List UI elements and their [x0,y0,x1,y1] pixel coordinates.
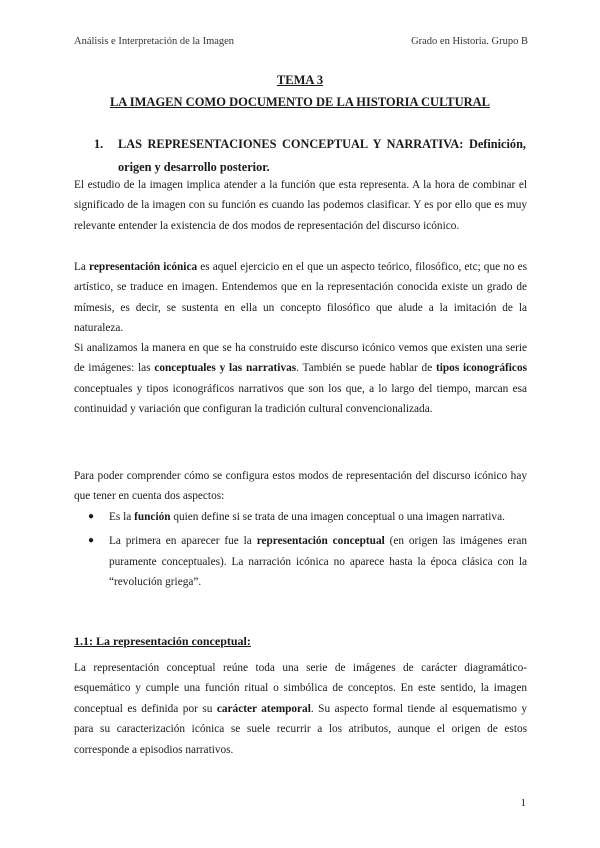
section-number: 1. [94,137,104,151]
page-number: 1 [520,797,526,809]
paragraph-iconic-representation [74,257,527,339]
text-run: (en origen las imágenes eran puramente conceptuales). La narración icónica no aparece hasta la época clásica con la “revolución griega”. [109,535,527,589]
text-run: La primera en aparecer fue la [109,535,257,548]
section-heading [74,133,526,179]
list-item [74,531,527,592]
text-run: . También se puede hablar de [296,362,436,375]
text-run: La representación conceptual reúne toda una serie de imágenes de carácter diagramático-esquemático y cumple una función ritual o simbólica de conceptos. En este sentido, la imagen conceptual es definida por su [74,662,527,715]
topic-number: TEMA 3 [276,73,324,87]
topic-title: LA IMAGEN COMO DOCUMENTO DE LA HISTORIA CULTURAL [109,95,491,109]
paragraph-conceptual-representation [74,658,527,760]
list-item [74,507,527,527]
text-run: . Su aspecto formal tiende al esquematismo y para su caracterización icónica se suele recurrir a los atributos, aunque el origen de estos corresponde a episodios narrativos. [74,702,528,756]
text-run: La [74,261,90,273]
bold-term: conceptuales y las narrativas [154,362,297,375]
bullet-dot-icon: ● [88,511,95,522]
header-course-title: Análisis e Interpretación de la Imagen [74,36,235,47]
bold-term: función [134,511,171,523]
text-run: es aquel ejercicio en el que un aspecto teórico, filosófico, etc; que no es artístico, se traduce en imagen. Entendemos que en la representación conocida existe un grado de mímesis, es decir, se sustenta en ella un concepto filosófico que alude a la imitación de la naturaleza. [74,261,527,335]
aspects-list [74,507,527,597]
paragraph-iconic-discourse [74,338,527,420]
subsection-heading: 1.1: La representación conceptual: [74,634,251,648]
text-run: conceptuales y tipos iconográficos narrativos que son los que, a lo largo del tiempo, marcan esa continuidad y variación que configuran la tradición cultural convencionalizada. [74,382,527,416]
header-group: Grado en Historia. Grupo B [411,36,528,47]
bold-term: tipos iconográficos [436,362,527,375]
text-run: quien define si se trata de una imagen conceptual o una imagen narrativa. [170,511,505,523]
bold-term: carácter atemporal [216,702,311,715]
bold-term: representación conceptual [256,535,385,548]
bold-term: representación icónica [89,261,198,273]
text-run: Es la [109,511,135,523]
paragraph-aspects [74,466,527,507]
text-run: Si analizamos la manera en que se ha construido este discurso icónico vemos que existen una serie de imágenes: las [74,342,527,375]
paragraph-aspects-text: Para poder comprender cómo se configura estos modos de representación del discurso icónico hay que tener en cuenta dos aspectos: [74,470,527,503]
section-title: LAS REPRESENTACIONES CONCEPTUAL Y NARRATIVA: Definición, origen y desarrollo posterior. [118,137,526,174]
paragraph-intro [74,175,527,236]
paragraph-intro-text: El estudio de la imagen implica atender a la función que esta representa. A la hora de combinar el significado de la imagen con su función es cuando las podemos clasificar. Y es por ello que es muy relevante entender la existencia de dos modos de representación del discurso icónico. [74,179,527,232]
bullet-dot-icon: ● [88,535,95,547]
